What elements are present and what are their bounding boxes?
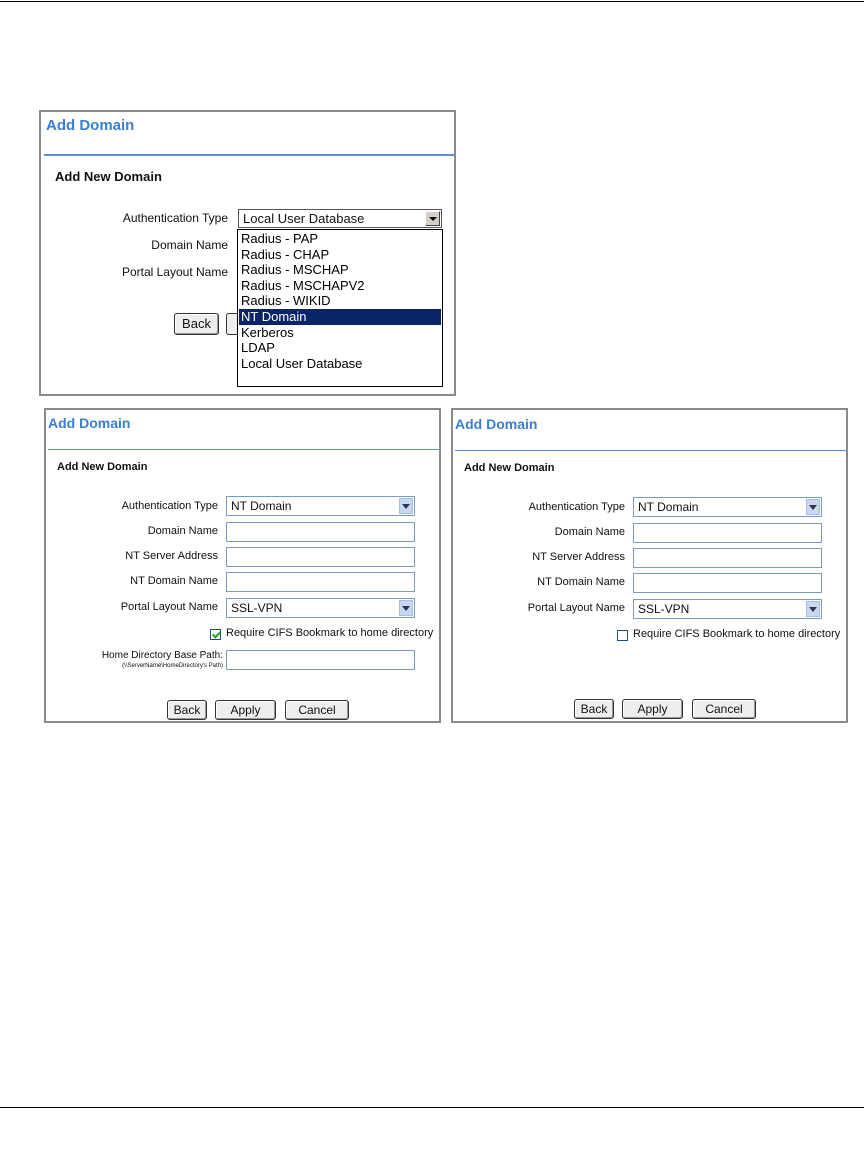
nt-server-address-label: NT Server Address	[125, 550, 218, 562]
auth-type-select-value: NT Domain	[231, 499, 292, 513]
nt-server-address-field[interactable]	[226, 547, 415, 567]
section-heading: Add New Domain	[55, 169, 162, 184]
add-domain-panel-checked	[44, 408, 441, 723]
auth-type-select[interactable]	[226, 496, 415, 516]
section-heading: Add New Domain	[57, 461, 148, 473]
apply-button[interactable]: Apply	[622, 699, 683, 719]
dropdown-option[interactable]: Radius - CHAP	[241, 246, 330, 262]
portal-layout-select[interactable]	[633, 599, 822, 619]
dropdown-option[interactable]: Radius - PAP	[241, 231, 319, 246]
nt-domain-name-label: NT Domain Name	[130, 575, 218, 587]
domain-name-label: Domain Name	[151, 238, 228, 252]
panel-title: Add Domain	[455, 416, 538, 432]
panel-title: Add Domain	[48, 415, 131, 431]
nt-domain-name-field[interactable]	[633, 573, 822, 593]
home-directory-label: Home Directory Base Path:	[101, 650, 223, 661]
chevron-down-icon[interactable]	[399, 498, 413, 514]
page-top-rule	[0, 1, 864, 2]
cifs-bookmark-label[interactable]: Require CIFS Bookmark to home directory	[226, 627, 434, 639]
title-separator	[48, 449, 439, 450]
home-directory-field[interactable]	[226, 650, 415, 670]
title-separator	[44, 154, 454, 156]
auth-type-select-value: Local User Database	[243, 211, 365, 226]
cifs-bookmark-label[interactable]: Require CIFS Bookmark to home directory	[633, 628, 841, 640]
auth-type-label: Authentication Type	[121, 500, 218, 512]
title-separator	[455, 450, 846, 451]
cifs-bookmark-checkbox[interactable]	[210, 629, 221, 640]
nt-server-address-field[interactable]	[633, 548, 822, 568]
portal-layout-label: Portal Layout Name	[121, 265, 228, 279]
nt-domain-name-field[interactable]	[226, 572, 415, 592]
home-directory-hint: (\\ServerName\HomeDirectory's Path)	[122, 663, 223, 669]
portal-layout-select-value: SSL-VPN	[231, 601, 283, 615]
nt-domain-name-label: NT Domain Name	[537, 576, 625, 588]
auth-type-select[interactable]	[238, 209, 442, 228]
dropdown-option[interactable]: NT Domain	[239, 309, 441, 325]
chevron-down-icon[interactable]	[425, 211, 440, 226]
back-button[interactable]: Back	[574, 699, 614, 719]
chevron-down-icon[interactable]	[806, 499, 820, 515]
nt-server-address-label: NT Server Address	[532, 551, 625, 563]
add-domain-panel-dropdown-open	[39, 110, 456, 396]
page-bottom-rule	[0, 1107, 864, 1108]
auth-type-select-value: NT Domain	[638, 500, 699, 514]
portal-layout-label: Portal Layout Name	[120, 601, 218, 613]
dropdown-option[interactable]: Local User Database	[241, 355, 363, 371]
domain-name-label: Domain Name	[147, 525, 218, 537]
auth-type-label: Authentication Type	[122, 211, 228, 225]
dropdown-option[interactable]: LDAP	[241, 340, 275, 356]
dropdown-option[interactable]: Kerberos	[241, 324, 294, 340]
apply-button[interactable]: Apply	[215, 700, 276, 720]
domain-name-label: Domain Name	[554, 526, 625, 538]
chevron-down-icon[interactable]	[399, 600, 413, 616]
add-domain-panel-unchecked	[451, 408, 848, 723]
cifs-bookmark-checkbox[interactable]	[617, 630, 628, 641]
back-button[interactable]: Back	[167, 700, 207, 720]
portal-layout-select-value: SSL-VPN	[638, 602, 690, 616]
auth-type-label: Authentication Type	[528, 501, 625, 513]
dropdown-option[interactable]: Radius - MSCHAPV2	[241, 277, 365, 293]
domain-name-field[interactable]	[633, 523, 822, 543]
section-heading: Add New Domain	[464, 462, 555, 474]
dropdown-option[interactable]: Radius - WIKID	[241, 293, 331, 309]
back-button[interactable]: Back	[174, 313, 219, 335]
chevron-down-icon[interactable]	[806, 601, 820, 617]
cancel-button[interactable]: Cancel	[285, 700, 349, 720]
domain-name-field[interactable]	[226, 522, 415, 542]
cancel-button[interactable]: Cancel	[692, 699, 756, 719]
auth-type-select[interactable]	[633, 497, 822, 517]
dropdown-option[interactable]: Radius - MSCHAP	[241, 262, 349, 278]
portal-layout-select[interactable]	[226, 598, 415, 618]
panel-title: Add Domain	[46, 117, 135, 134]
auth-type-dropdown-list[interactable]	[237, 229, 443, 387]
portal-layout-label: Portal Layout Name	[527, 602, 625, 614]
